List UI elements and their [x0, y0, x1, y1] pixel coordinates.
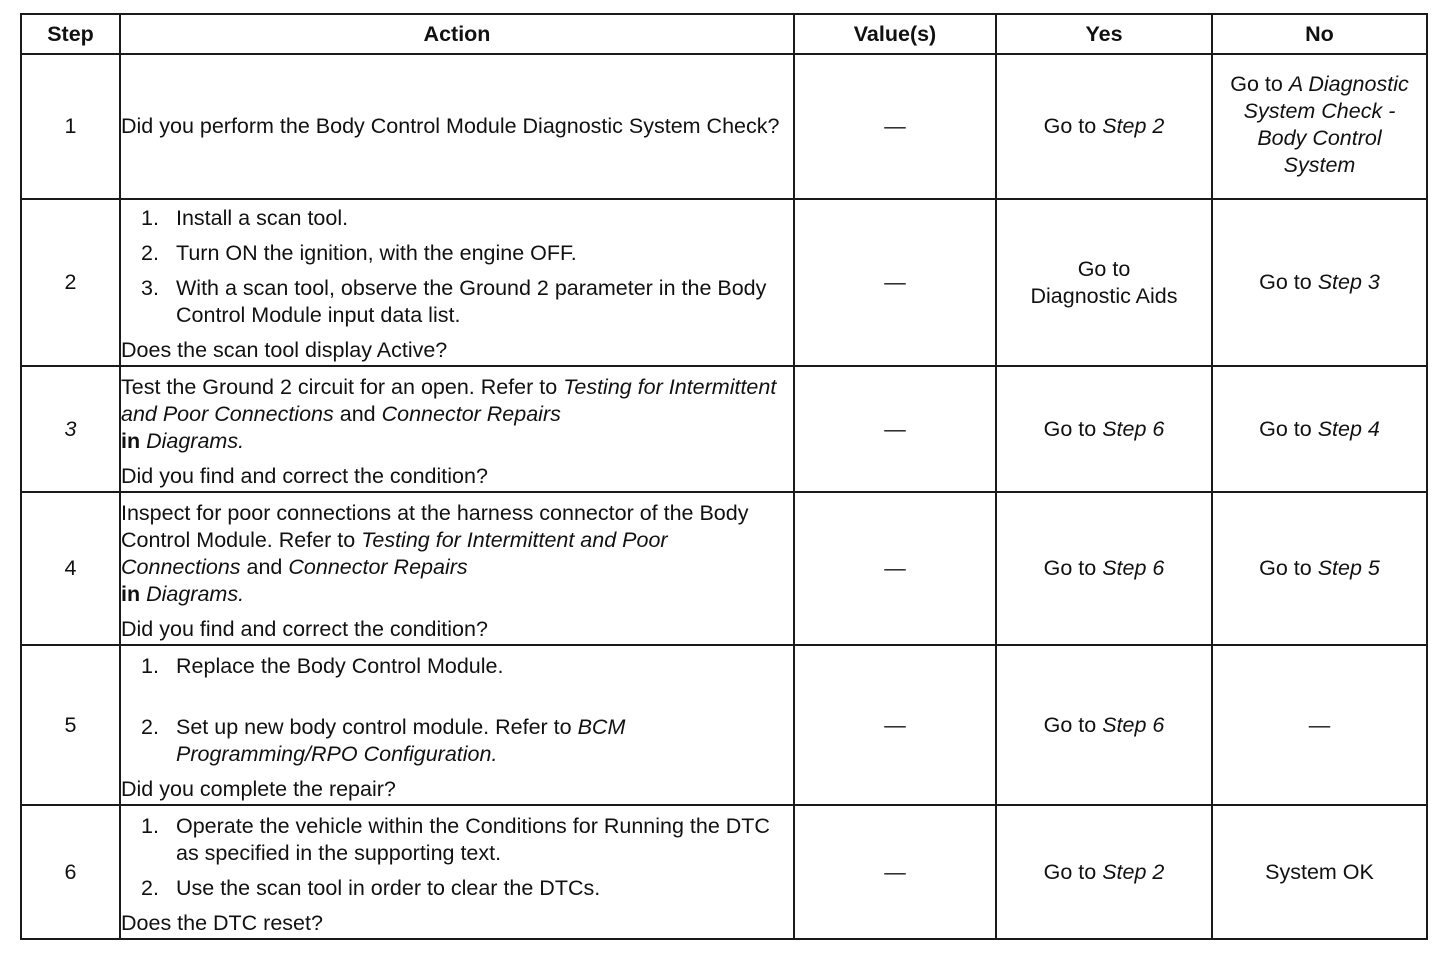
step-item-text: Replace the Body Control Module.	[176, 654, 504, 678]
yes-link[interactable]: Diagnostic Aids	[1030, 283, 1178, 308]
step-item-number: 1.	[141, 813, 159, 838]
yes-link[interactable]: Step 6	[1102, 556, 1165, 580]
step-item-number: 1.	[141, 654, 159, 678]
action-text-part: in	[121, 581, 141, 606]
action-question: Does the DTC reset?	[121, 910, 323, 935]
header-action: Action	[120, 14, 794, 54]
action-text-part: and	[339, 401, 376, 426]
action-reference-link[interactable]: Connector Repairs	[288, 554, 468, 579]
no-prefix: Go to	[1259, 416, 1312, 441]
value-cell: —	[794, 54, 996, 199]
step-number: 2	[21, 199, 120, 366]
yes-prefix: Go to	[1043, 859, 1097, 884]
yes-cell	[996, 492, 1212, 645]
step-number: 5	[21, 645, 120, 805]
no-prefix: Go to	[1259, 556, 1312, 580]
step-item-text: Operate the vehicle within the Conditions for Running the DTC as specified in the supporting text.	[176, 813, 770, 865]
action-reference-link[interactable]: Testing for Intermittent and Poor Connections	[121, 374, 777, 426]
no-link[interactable]: Step 5	[1317, 556, 1380, 580]
no-cell	[1212, 199, 1427, 366]
value-cell: —	[794, 366, 996, 492]
yes-link[interactable]: Step 6	[1102, 416, 1165, 441]
action-question: Did you find and correct the condition?	[121, 616, 488, 641]
no-cell	[1212, 492, 1427, 645]
step-item-number: 3.	[141, 276, 159, 300]
action-text-part: Inspect for poor connections at the harness connector of the Body Control Module. Refer to	[121, 500, 749, 552]
yes-cell	[996, 54, 1212, 199]
table-row	[21, 805, 1427, 939]
action-question: Does the scan tool display Active?	[121, 338, 448, 362]
step-item-text: Use the scan tool in order to clear the DTCs.	[176, 875, 601, 900]
no-link[interactable]: Step 4	[1317, 416, 1380, 441]
action-cell	[120, 492, 794, 645]
action-steps	[121, 813, 793, 902]
step-item-number: 2.	[141, 715, 159, 739]
yes-cell	[996, 645, 1212, 805]
step-number: 4	[21, 492, 120, 645]
header-step: Step	[21, 14, 120, 54]
table-row	[21, 492, 1427, 645]
action-reference-link[interactable]: Diagrams.	[146, 428, 245, 453]
action-cell	[120, 805, 794, 939]
action-step-item	[121, 714, 793, 768]
action-reference-link[interactable]: Connector Repairs	[381, 401, 561, 426]
yes-prefix: Go to	[1077, 256, 1131, 281]
yes-cell	[996, 805, 1212, 939]
action-cell	[120, 54, 794, 199]
action-step-item	[121, 240, 793, 267]
table-row	[21, 645, 1427, 805]
header-yes: Yes	[996, 14, 1212, 54]
action-cell	[120, 199, 794, 366]
no-link[interactable]: Step 3	[1317, 270, 1380, 294]
value-cell: —	[794, 492, 996, 645]
action-text-part: in	[121, 428, 141, 453]
action-step-item	[121, 275, 793, 329]
action-cell	[120, 645, 794, 805]
yes-link[interactable]: Step 6	[1102, 712, 1165, 737]
yes-prefix: Go to	[1043, 114, 1097, 138]
step-item-number: 2.	[141, 241, 159, 265]
action-question: Did you find and correct the condition?	[121, 463, 488, 488]
yes-link[interactable]: Step 2	[1102, 859, 1165, 884]
action-reference-link[interactable]: Testing for Intermittent and Poor Connections	[121, 527, 668, 579]
value-cell: —	[794, 199, 996, 366]
action-text-part: and	[246, 554, 283, 579]
action-step-item	[121, 813, 793, 867]
value-cell: —	[794, 645, 996, 805]
table-row	[21, 366, 1427, 492]
header-values: Value(s)	[794, 14, 996, 54]
no-cell: System OK	[1212, 805, 1427, 939]
action-reference-link[interactable]: BCM Programming/RPO Configuration.	[176, 715, 626, 766]
action-step-item	[121, 205, 793, 232]
action-reference-link[interactable]: Diagrams.	[146, 581, 245, 606]
action-text	[121, 500, 793, 608]
no-cell	[1212, 54, 1427, 199]
diagnostic-table	[20, 13, 1428, 940]
step-item-text: Turn ON the ignition, with the engine OFF.	[176, 241, 577, 265]
yes-prefix: Go to	[1043, 712, 1097, 737]
yes-prefix: Go to	[1043, 556, 1097, 580]
step-item-text: Set up new body control module. Refer to	[176, 715, 572, 739]
step-number: 1	[21, 54, 120, 199]
step-number: 6	[21, 805, 120, 939]
table-row	[21, 54, 1427, 199]
action-step-item	[121, 875, 793, 902]
step-number: 3	[21, 366, 120, 492]
action-text-part: Test the Ground 2 circuit for an open. Refer to	[121, 374, 558, 399]
step-item-text: With a scan tool, observe the Ground 2 parameter in the Body Control Module input data list.	[176, 276, 767, 327]
action-text	[121, 374, 793, 455]
action-question: Did you complete the repair?	[121, 777, 396, 801]
header-no: No	[1212, 14, 1427, 54]
yes-prefix: Go to	[1043, 416, 1097, 441]
yes-link[interactable]: Step 2	[1102, 114, 1165, 138]
no-cell	[1212, 366, 1427, 492]
action-cell	[120, 366, 794, 492]
no-prefix: Go to	[1230, 72, 1283, 96]
no-prefix: Go to	[1259, 270, 1312, 294]
yes-cell	[996, 199, 1212, 366]
action-steps	[121, 653, 793, 768]
no-link[interactable]: A Diagnostic System Check - Body Control System	[1243, 72, 1409, 177]
action-step-item	[121, 653, 793, 680]
table-row	[21, 199, 1427, 366]
step-item-number: 2.	[141, 875, 159, 900]
header-row	[21, 14, 1427, 54]
action-steps	[121, 205, 793, 329]
step-item-text: Install a scan tool.	[176, 206, 349, 230]
yes-cell	[996, 366, 1212, 492]
step-item-number: 1.	[141, 206, 159, 230]
action-question: Did you perform the Body Control Module Diagnostic System Check?	[121, 114, 780, 138]
no-cell: —	[1212, 645, 1427, 805]
value-cell: —	[794, 805, 996, 939]
